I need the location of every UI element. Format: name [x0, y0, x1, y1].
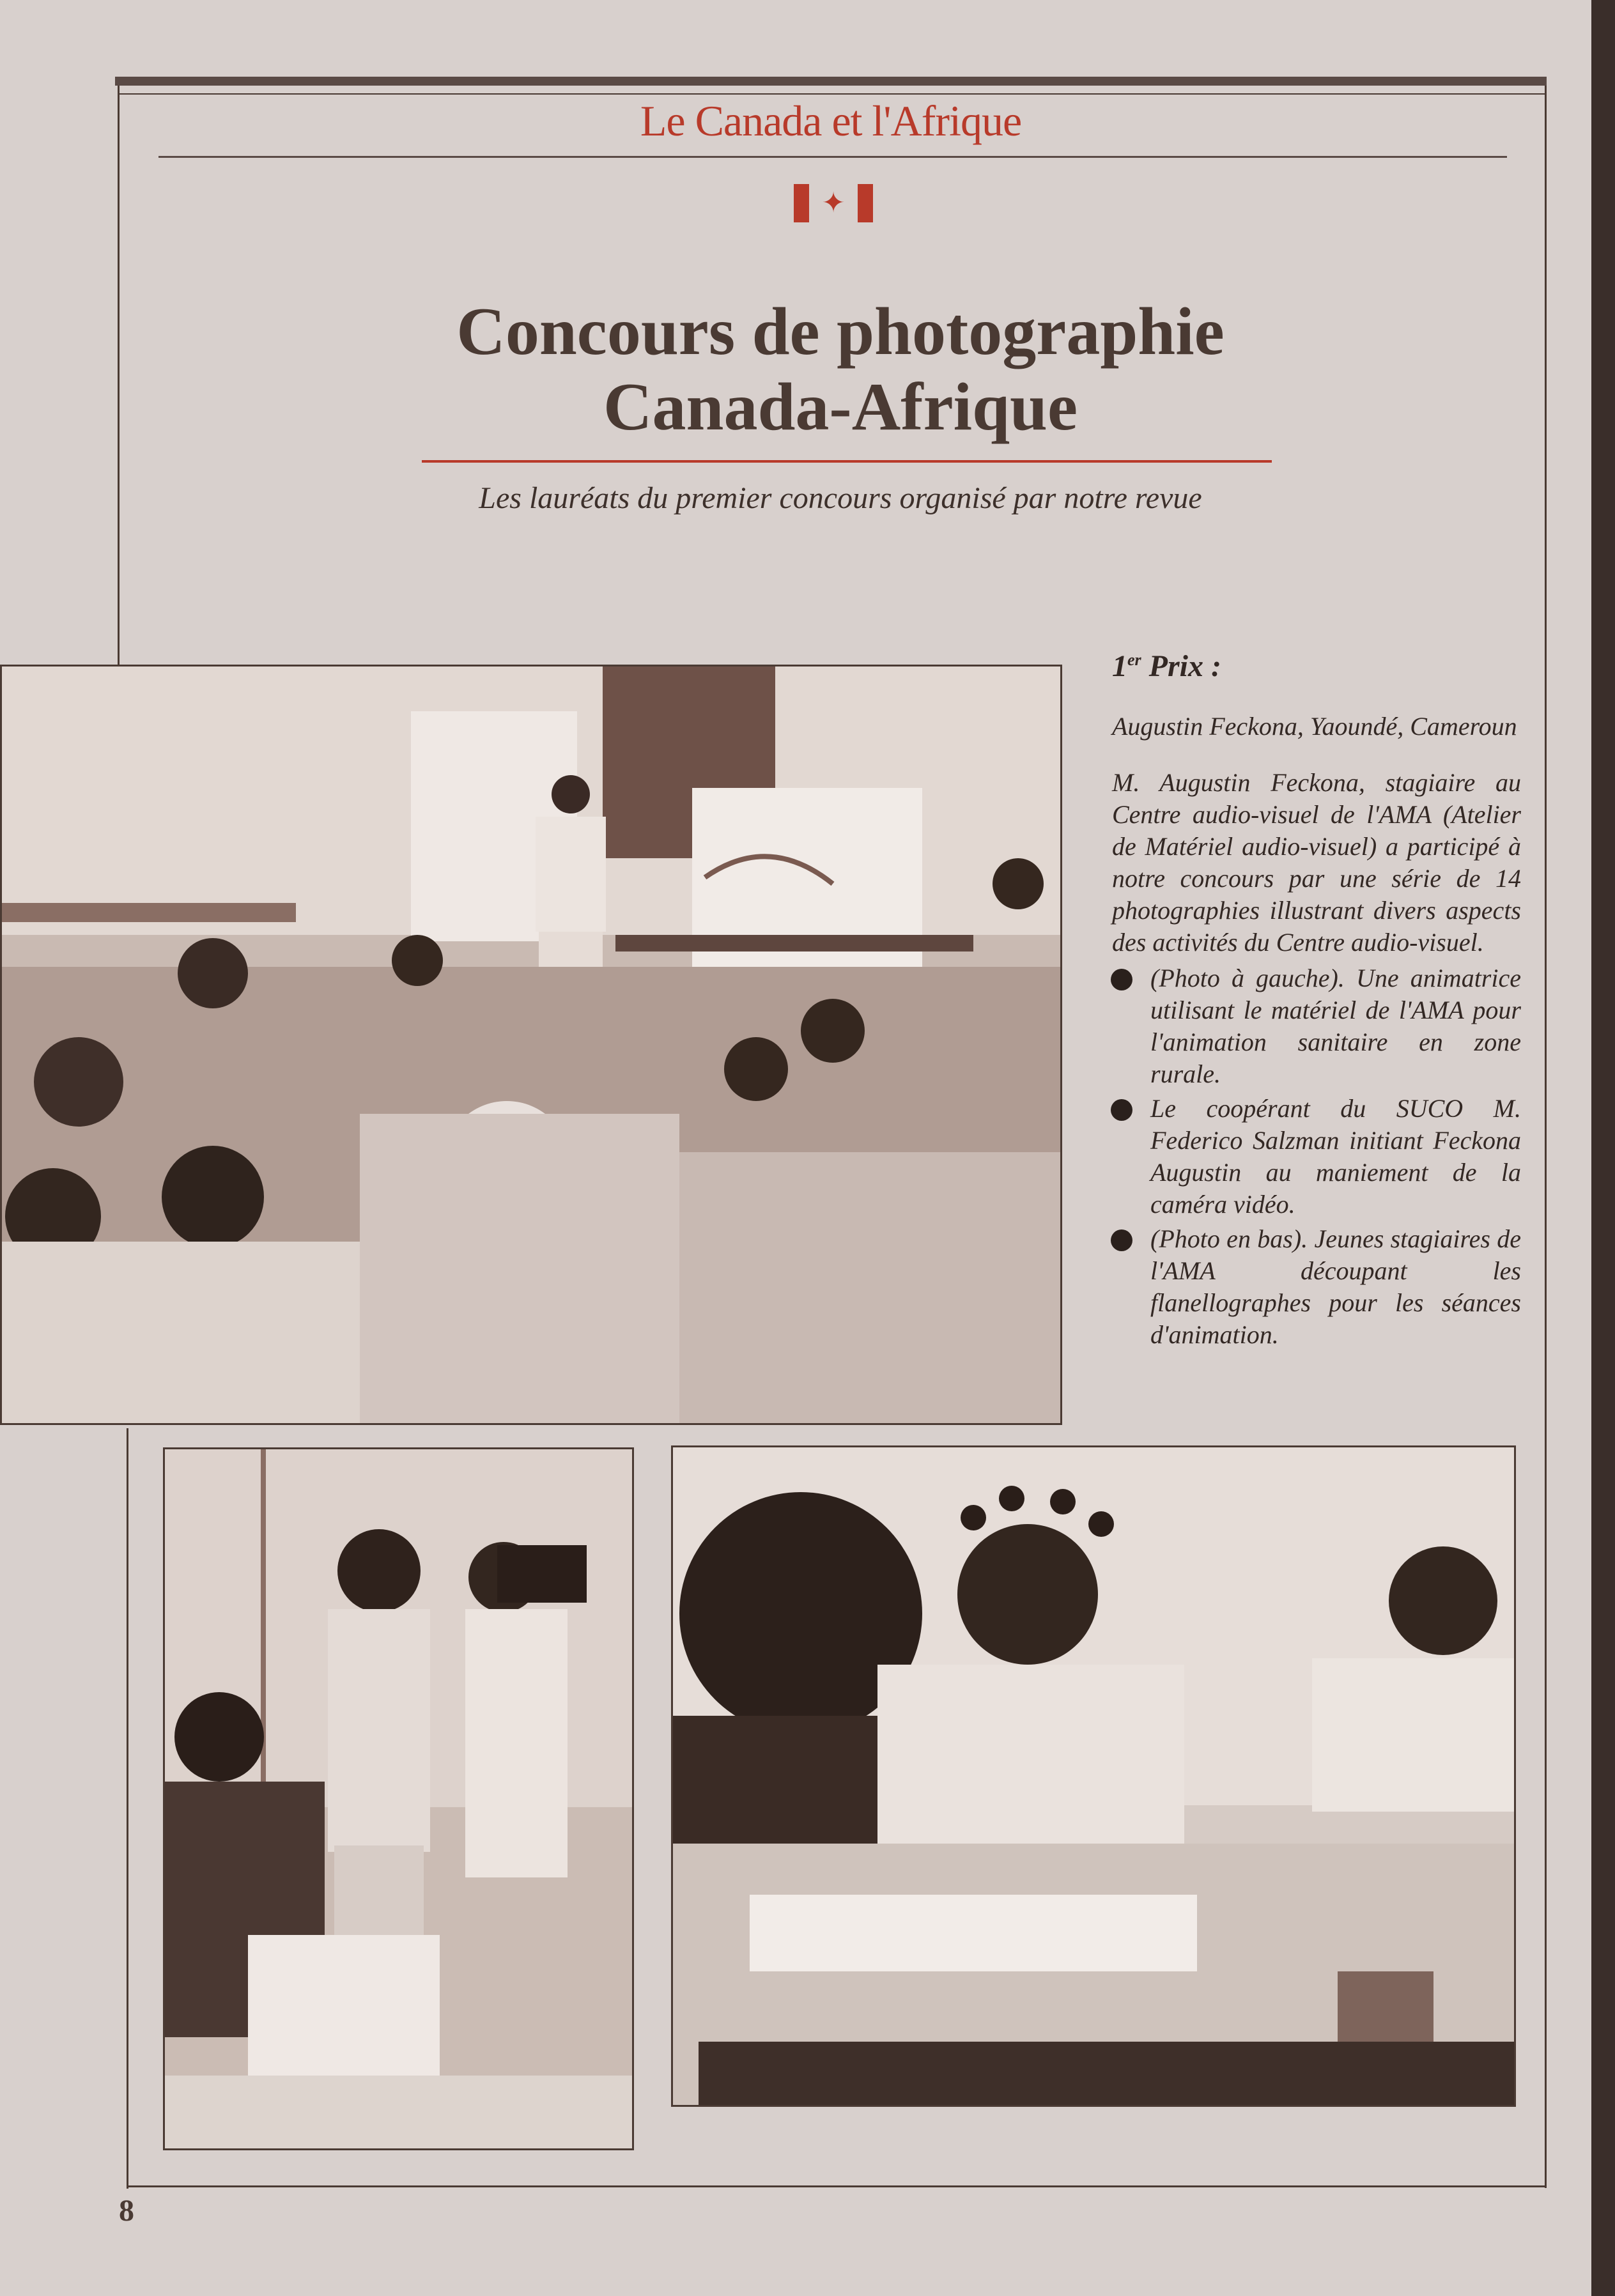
prize-number: 1	[1112, 649, 1127, 683]
bullet-icon	[1111, 1229, 1132, 1251]
page-number: 8	[119, 2194, 134, 2228]
caption-bullet-text: Le coopérant du SUCO M. Federico Salzman initiant Feckona Augustin au maniement de la caméra vidéo.	[1150, 1094, 1521, 1219]
caption-bullet	[1106, 962, 1521, 1090]
frame-left-line-lower	[127, 1428, 128, 2189]
photo-video-camera-training	[163, 1447, 634, 2150]
caption-bullet	[1106, 1223, 1521, 1351]
photo-animation-session	[0, 665, 1062, 1425]
bullet-icon	[1111, 969, 1132, 990]
headline-line-2: Canada-Afrique	[603, 369, 1078, 444]
headline-line-1: Concours de photographie	[456, 294, 1225, 369]
section-title: Le Canada et l'Afrique	[640, 96, 1022, 145]
photo-video-camera-training-image	[165, 1449, 634, 2150]
prize-superscript: er	[1127, 651, 1141, 669]
page-edge-shadow	[1591, 0, 1615, 2296]
frame-top-line	[118, 93, 1547, 95]
canada-flag-icon: ✦	[794, 184, 873, 222]
photo-trainees-cutting	[671, 1445, 1516, 2107]
caption-bullet-text: (Photo à gauche). Une animatrice utilisant le matériel de l'AMA pour l'animation sanitaire en zone rurale.	[1150, 964, 1521, 1088]
top-rule	[115, 77, 1547, 86]
caption-body: M. Augustin Feckona, stagiaire au Centre audio-visuel de l'AMA (Atelier de Matériel audio-visuel) a participé à notre concours par une série de 14 photographies illustrant divers aspects des activités du Centre audio-visuel.	[1112, 768, 1521, 957]
caption-bullet	[1106, 1093, 1521, 1221]
frame-left-line	[118, 86, 120, 670]
bullet-icon	[1111, 1099, 1132, 1121]
photo-caption	[1106, 649, 1521, 1353]
prize-heading	[1112, 649, 1521, 684]
section-title-rule	[158, 156, 1507, 158]
prize-author: Augustin Feckona, Yaoundé, Cameroun	[1112, 712, 1517, 741]
photo-animation-session-image	[2, 666, 1062, 1425]
frame-bottom-line	[127, 2185, 1547, 2187]
prize-label: Prix :	[1148, 649, 1221, 683]
photo-trainees-cutting-image	[673, 1447, 1516, 2107]
article-headline	[332, 294, 1348, 445]
caption-bullet-text: (Photo en bas). Jeunes stagiaires de l'AMA découpant les flanellographes pour les séances d'animation.	[1150, 1224, 1521, 1349]
headline-rule	[422, 460, 1272, 463]
frame-right-line	[1545, 86, 1547, 2188]
article-subtitle: Les lauréats du premier concours organisé par notre revue	[479, 481, 1202, 515]
